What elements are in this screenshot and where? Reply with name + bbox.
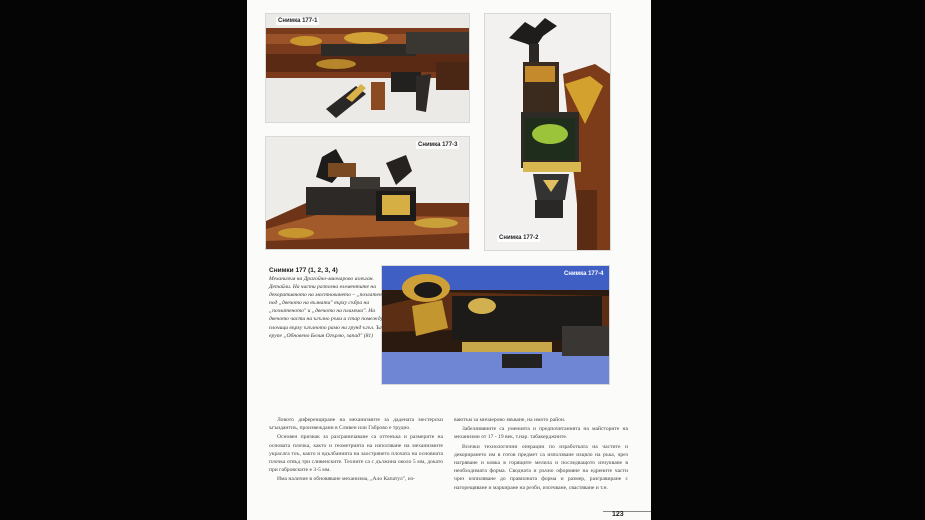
paragraph: ваютъм за мичаерово звъване, на имото район.	[454, 417, 566, 423]
body-column-right	[454, 416, 628, 493]
paragraph: Основен признак за разграничаване са оттенъка и размерите на основата плочка, както и геометрията на използване на механизмите украсата тоъ, както и вдълбанията на заострянето плочата на основната плочка отвъд три сливенските. Техните са с дължина около 5 мм, докато при габровските е 3-5 мм.	[269, 434, 443, 474]
flintlock-top-view-image	[266, 137, 469, 249]
body-column-left	[269, 416, 443, 485]
gun-lock-close-up-image	[485, 14, 610, 250]
paragraph: Забелязвяните са уменията и предпочитанията на майсторите на механизми от 17 - 19 век, т.нар. табакерджиите.	[454, 426, 628, 441]
photo-label: Снимка 177-4	[564, 271, 604, 277]
figure-caption	[269, 266, 393, 340]
photo-177-2	[485, 14, 610, 250]
photo-177-1	[266, 14, 469, 122]
paragraph: Ловото дифереициране на механизмите за дадената местерски ъгъндантиъ, произвеждани в Сливен или Габрово е трудно.	[269, 417, 443, 432]
lock-mechanism-detail-image	[382, 266, 609, 384]
photo-177-4	[382, 266, 609, 384]
paragraph: Има наличие в обновяване механизма, „Ало Капатул", из-	[277, 476, 415, 483]
book-page	[247, 0, 651, 520]
photo-label: Снимка 177-1	[278, 18, 318, 24]
page-number: 123	[612, 511, 624, 518]
caption-title: Снимки 177 (1, 2, 3, 4)	[269, 267, 338, 274]
flintlock-lock-image	[266, 14, 469, 122]
paragraph: Всички технологични операции по изработката на частите и декорирането им в готов предмет са използване изцяло на ръка, чрез нагряване и ковка в горящите мелила и последващото изчукване в необходимата форма. Сводната и ръчно оформяне на едрените части чрез изпиляване до правилната форма и размер, разгравиране с нагорещяване и маркиране на резби, изсечване, свастяване и т.н.	[454, 443, 628, 491]
photo-label: Снимка 177-2	[499, 235, 539, 241]
caption-body: Механизъм на Драгойчо-миочарово излъган. Детайли. На части разпозна елементите на декоративното на мостноването – „позлатено" под „двечото на вълната" върху събра на „позлатеното" и „двечото на пламъка". На двечото части на ъгълно ръки и стар помежду плочици върху ъгълното рамо на грунд ъгъл. Ъгъл ерупе „Обновено Белия Огърлю, запад" (81)	[269, 276, 388, 339]
photo-177-3	[266, 137, 469, 249]
footer-rule	[603, 511, 651, 512]
photo-label: Снимка 177-3	[418, 142, 458, 148]
